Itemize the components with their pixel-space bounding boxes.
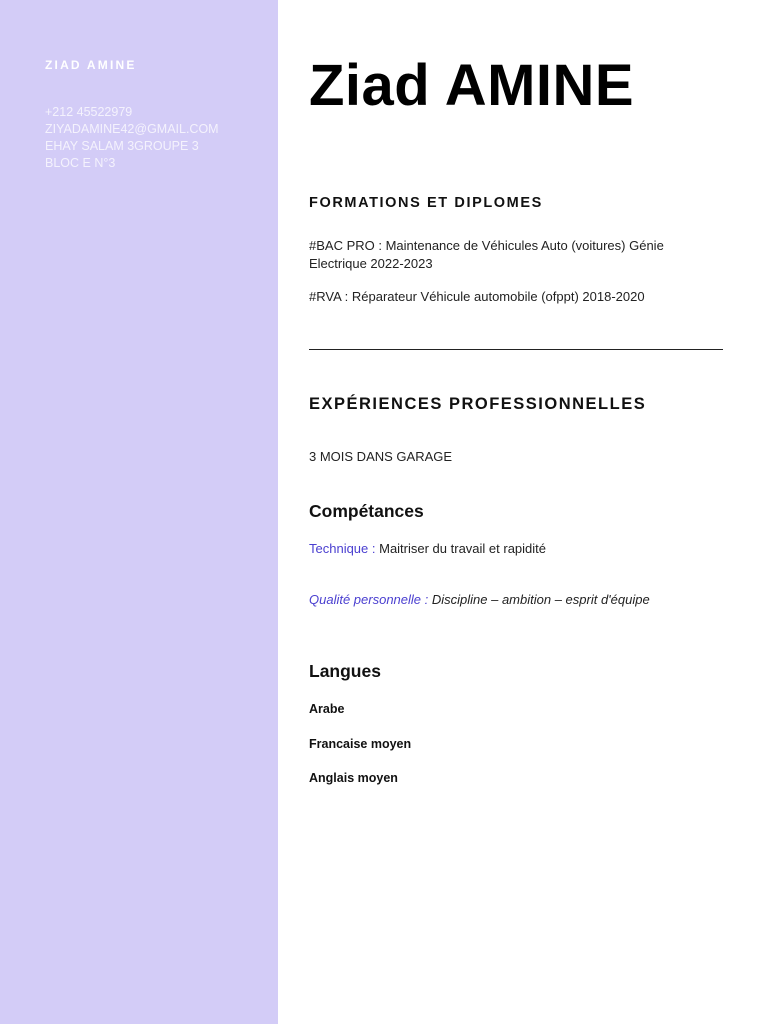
section-divider — [309, 349, 723, 350]
language-item: Anglais moyen — [309, 771, 398, 785]
formations-heading: FORMATIONS ET DIPLOMES — [309, 195, 543, 211]
skill-qualite-label: Qualité personnelle : — [309, 592, 429, 607]
skill-technique-value: Maitriser du travail et rapidité — [375, 541, 547, 556]
competences-heading: Compétances — [309, 501, 424, 521]
contact-email: ZIYADAMINE42@GMAIL.COM — [45, 122, 219, 136]
skill-qualite-value: Discipline – ambition – esprit d'équipe — [428, 592, 650, 607]
contact-address-line1: EHAY SALAM 3GROUPE 3 — [45, 139, 199, 153]
experiences-heading: EXPÉRIENCES PROFESSIONNELLES — [309, 395, 647, 413]
formation-item: #RVA : Réparateur Véhicule automobile (ofppt) 2018-2020 — [309, 289, 645, 304]
sidebar — [0, 0, 278, 1024]
langues-heading: Langues — [309, 661, 381, 681]
experience-item: 3 MOIS DANS GARAGE — [309, 449, 453, 464]
sidebar-name: ZIAD AMINE — [45, 58, 137, 72]
skill-technique-label: Technique : — [309, 541, 376, 556]
formation-item: #BAC PRO : Maintenance de Véhicules Auto (voitures) Génie Electrique 2022-2023 — [309, 238, 664, 271]
page-title: Ziad AMINE — [309, 53, 635, 118]
skill-qualite — [309, 592, 650, 607]
contact-block — [45, 104, 219, 172]
language-item: Francaise moyen — [309, 737, 412, 751]
contact-phone: +212 45522979 — [45, 105, 133, 119]
contact-address-line2: BLOC E N°3 — [45, 156, 116, 170]
language-item: Arabe — [309, 702, 345, 716]
skill-technique — [309, 541, 546, 556]
